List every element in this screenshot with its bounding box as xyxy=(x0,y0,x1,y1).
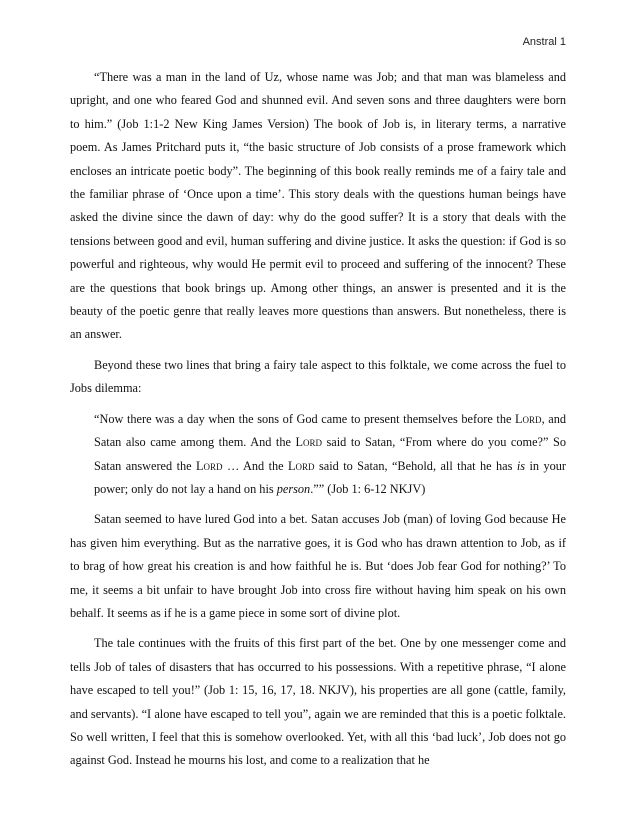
block-quote xyxy=(94,408,566,502)
paragraph-intro: “There was a man in the land of Uz, whose name was Job; and that man was blameless and upright, and one who feared God and shunned evil. And seven sons and three daughters were born to him.” (Job 1:1-2 New King James Version) The book of Job is, in literary terms, a narrative poem. As James Pritchard puts it, “the basic structure of Job consists of a prose framework which encloses an intricate poetic body”. The beginning of this book really reminds me of a fairy tale and the familiar phrase of ‘Once upon a time’. This story deals with the questions human beings have asked the divine since the dawn of day: why do the good suffer? It is a story that deals with the tensions between good and evil, human suffering and divine justice. It asks the question: if God is so powerful and righteous, why would He permit evil to proceed and suffering of the innocent? These are the questions that book brings up. Among other things, an answer is presented and it is the beauty of the poetic genre that really leaves more questions than answers. But nonetheless, there is an answer. xyxy=(70,70,566,342)
italic-person: person xyxy=(276,481,311,496)
running-head: Anstral 1 xyxy=(522,36,566,48)
lord-small-caps: Lord xyxy=(515,411,542,426)
quote-text: “Now there was a day when the sons of God came to present themselves before the xyxy=(94,411,516,426)
paragraph-tale-continues: The tale continues with the fruits of this first part of the bet. One by one messenger come and tells Job of tales of disasters that has occurred to his possessions. With a repetitive phrase, “I alone have escaped to tell you!” (Job 1: 15, 16, 17, 18. NKJV), his properties are all gone (cattle, family, and servants). “I alone have escaped to tell you”, again we are reminded that this is a poetic folktale. So well written, I feel that this is somehow overlooked. Yet, with all this ‘bad luck’, Job does not go against God. Instead he mourns his lost, and come to a realization that he xyxy=(70,636,566,768)
quote-text: .”” (Job 1: 6-12 NKJV) xyxy=(310,481,426,496)
body-text xyxy=(70,66,566,780)
lord-small-caps: Lord xyxy=(196,458,223,473)
paragraph-bet: Satan seemed to have lured God into a bet. Satan accuses Job (man) of loving God because He has given him everything. But as the narrative goes, it is God who has drawn attention to Job, as if to brag of how great his creation is and how faithful he is. But ‘does Job fear God for nothing?’ To me, it seems a bit unfair to have brought Job into cross fire without having him speak on his own behalf. It seems as if he is a game piece in some sort of divine plot. xyxy=(70,512,566,620)
quote-text: said to Satan, “From where do you come?” So Satan answered the xyxy=(94,435,566,473)
quote-text: in your power; only do not lay a hand on his xyxy=(94,458,566,496)
paragraph-fuel: Beyond these two lines that bring a fairy tale aspect to this folktale, we come across the fuel to Jobs dilemma: xyxy=(70,357,566,396)
italic-is: is xyxy=(516,458,526,473)
lord-small-caps: Lord xyxy=(288,458,315,473)
quote-text: , and Satan also came among them. And the xyxy=(94,411,566,450)
lord-small-caps: Lord xyxy=(295,435,322,450)
quote-text: said to Satan, “Behold, all that he has xyxy=(314,458,517,473)
quote-text: … And the xyxy=(222,458,289,473)
